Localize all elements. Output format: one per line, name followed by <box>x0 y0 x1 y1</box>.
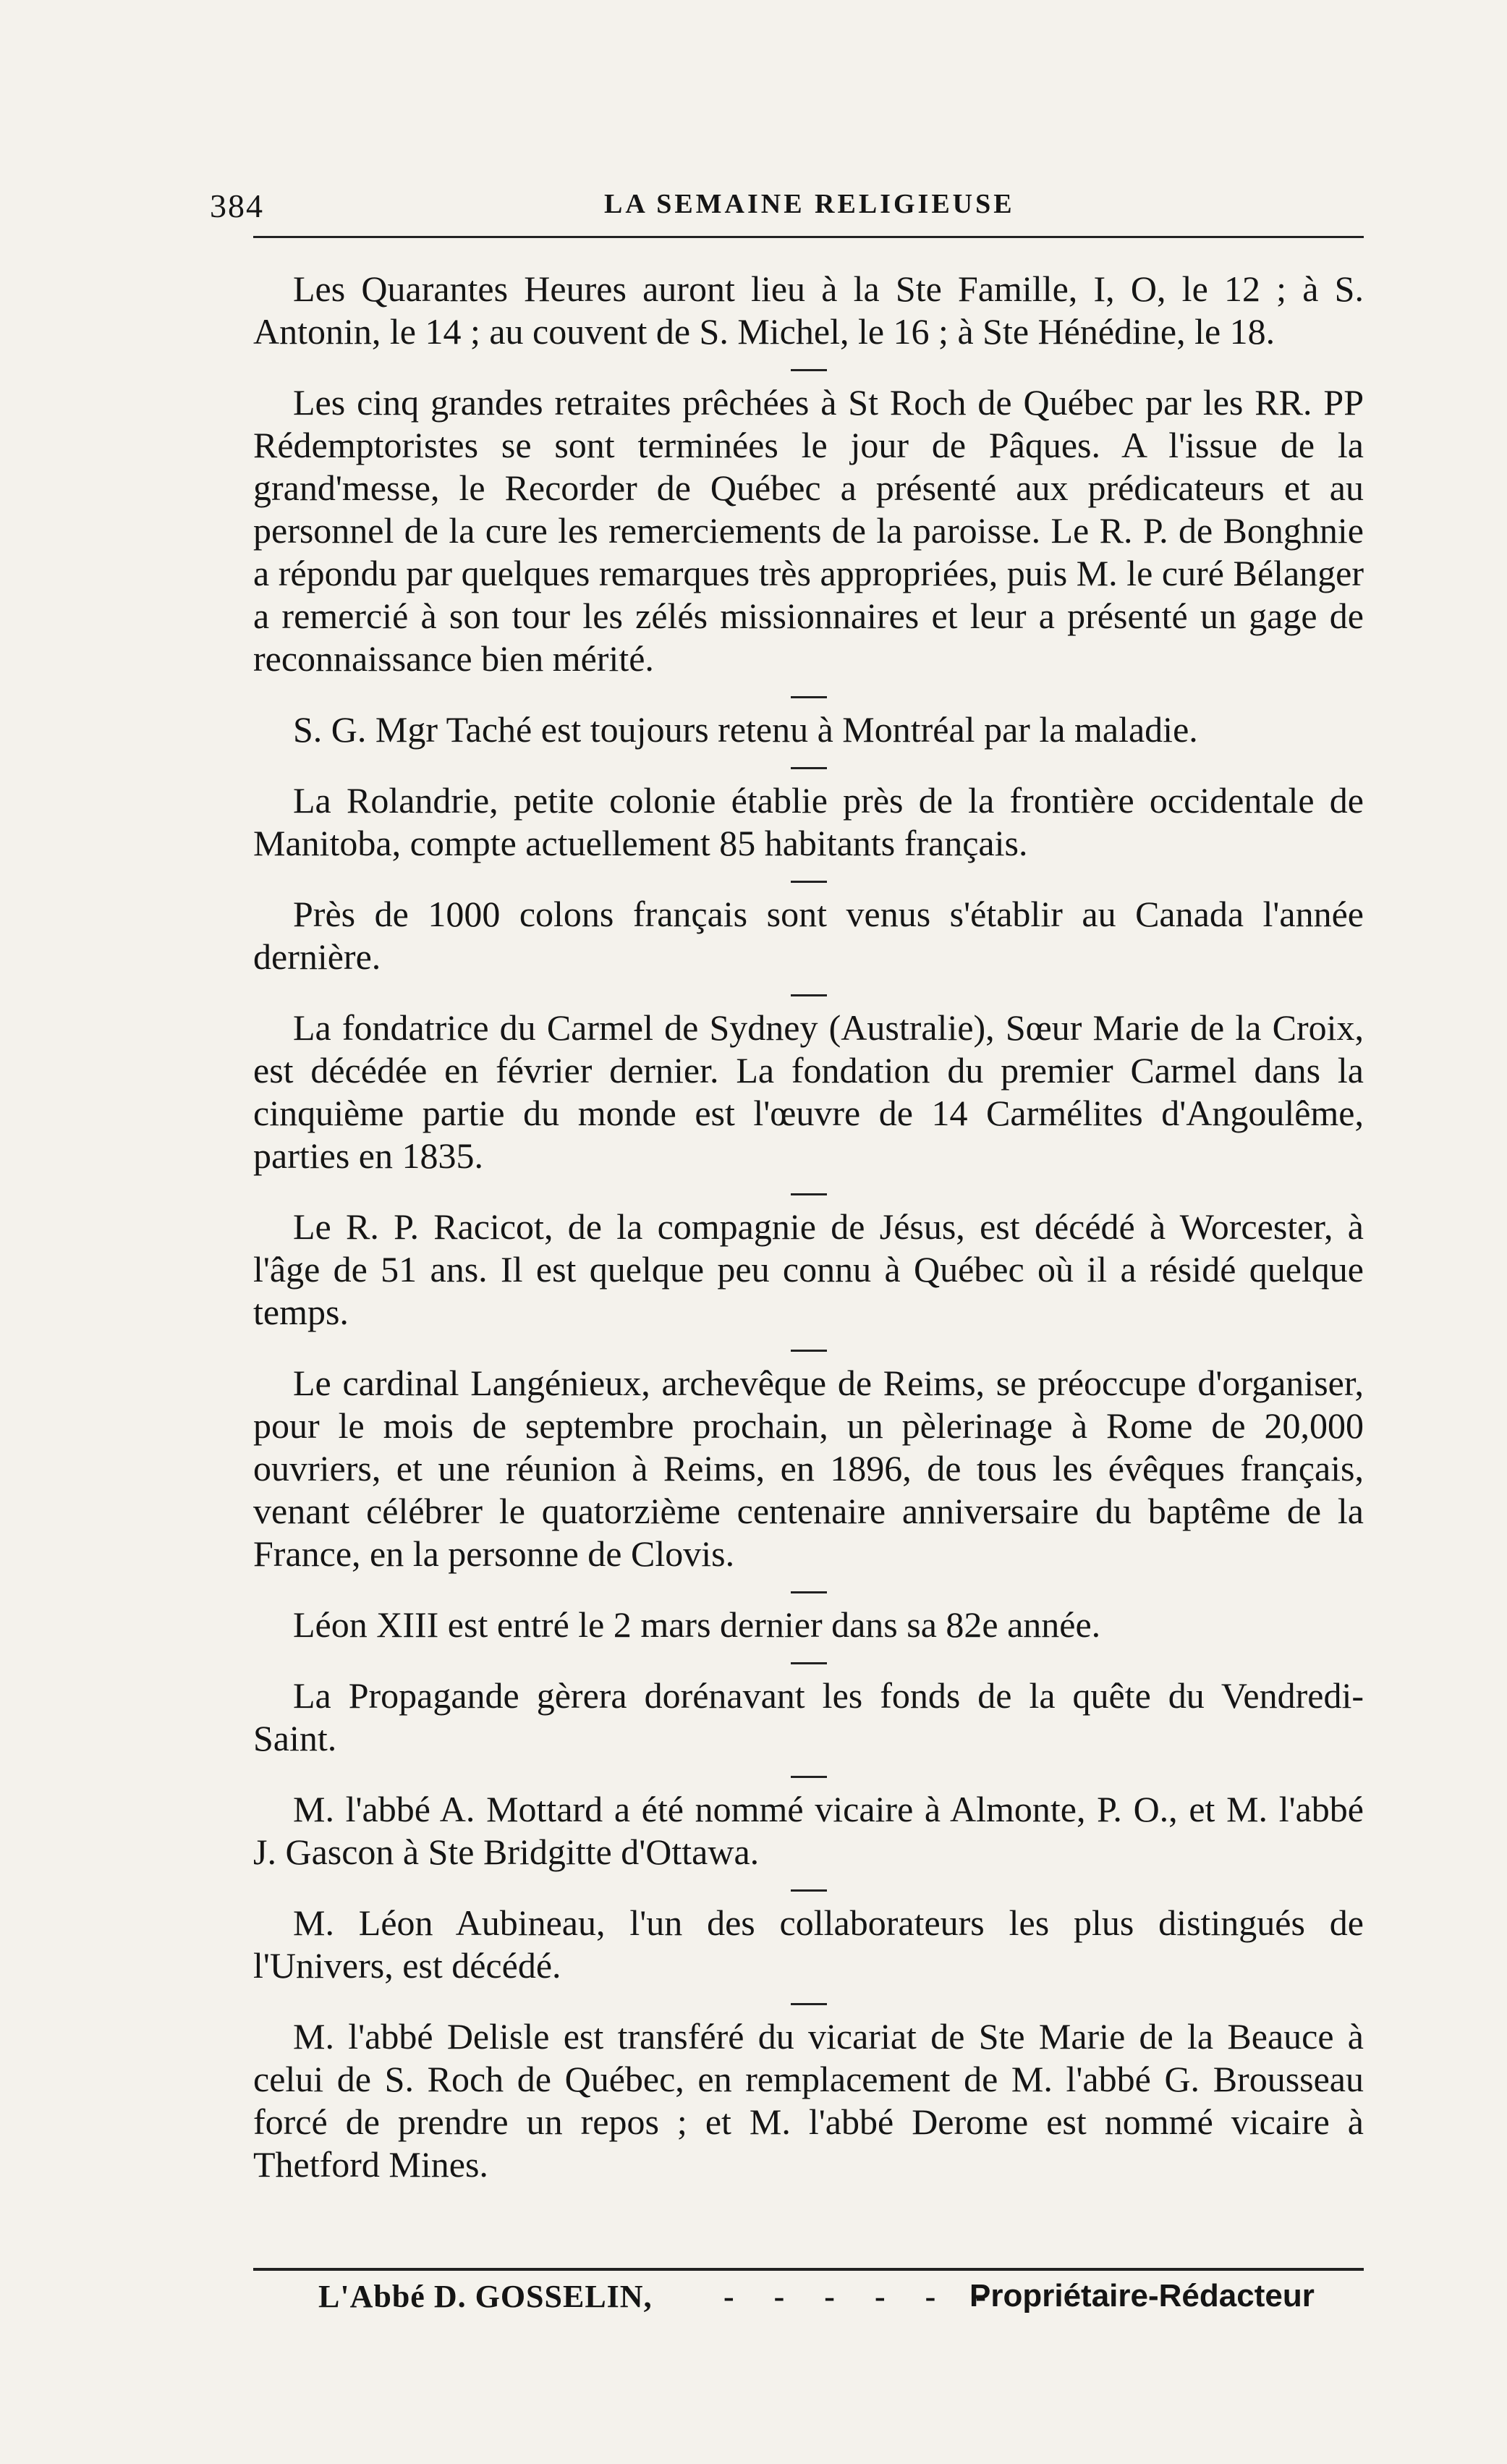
footer-rule <box>253 2268 1364 2271</box>
item-separator <box>791 1776 827 1778</box>
news-item: Les cinq grandes retraites prêchées à St Roch de Québec par les RR. PP Rédemptoristes se sont terminées le jour de Pâques. A l'issue de la grand'messe, le Recorder de Québec a présenté aux prédicateurs et au personnel de la cure les remerciements de la paroisse. Le R. P. de Bonghnie a répondu par quelques remarques très appropriées, puis M. le curé Bélanger a remercié à son tour les zélés missionnaires et leur a présenté un gage de reconnaissance bien mérité. <box>253 382 1364 679</box>
item-separator <box>791 1350 827 1352</box>
news-item: M. l'abbé A. Mottard a été nommé vicaire à Almonte, P. O., et M. l'abbé J. Gascon à Ste Bridgitte d'Ottawa. <box>253 1789 1364 1872</box>
item-separator <box>791 1193 827 1195</box>
news-item: Léon XIII est entré le 2 mars dernier dans sa 82e année. <box>293 1604 1101 1645</box>
news-item: M. l'abbé Delisle est transféré du vicariat de Ste Marie de la Beauce à celui de S. Roch de Québec, en remplacement de M. l'abbé G. Brousseau forcé de prendre un repos ; et M. l'abbé Derome est nommé vicaire à Thetford Mines. <box>253 2016 1364 2185</box>
item-separator <box>791 994 827 996</box>
page-footer <box>253 2278 1364 2329</box>
news-item: Le R. P. Racicot, de la compagnie de Jésus, est décédé à Worcester, à l'âge de 51 ans. Il est quelque peu connu à Québec où il a résidé quelque temps. <box>253 1206 1364 1332</box>
footer-leader: - - - - - - <box>723 2279 1002 2314</box>
news-column <box>253 268 1364 2186</box>
item-separator <box>791 1591 827 1593</box>
footer-author: L'Abbé D. GOSSELIN, <box>318 2279 653 2314</box>
page-number: 384 <box>210 187 264 224</box>
page-header <box>210 187 1367 230</box>
news-item: M. Léon Aubineau, l'un des collaborateurs les plus distingués de l'Univers, est décédé. <box>253 1902 1364 1986</box>
news-item: La Rolandrie, petite colonie établie près de la frontière occidentale de Manitoba, compte actuellement 85 habitants français. <box>253 780 1364 863</box>
running-head: LA SEMAINE RELIGIEUSE <box>604 189 1015 219</box>
item-separator <box>791 696 827 698</box>
item-separator <box>791 1889 827 1892</box>
news-item: Près de 1000 colons français sont venus s'établir au Canada l'année dernière. <box>253 894 1364 977</box>
item-separator <box>791 881 827 883</box>
news-item: La fondatrice du Carmel de Sydney (Australie), Sœur Marie de la Croix, est décédée en février dernier. La fondation du premier Carmel dans la cinquième partie du monde est l'œuvre de 14 Carmélites d'Angoulême, parties en 1835. <box>253 1007 1364 1176</box>
news-item: Le cardinal Langénieux, archevêque de Reims, se préoccupe d'organiser, pour le mois de septembre prochain, un pèlerinage à Rome de 20,000 ouvriers, et une réunion à Reims, en 1896, de tous les évêques français, venant célébrer le quatorzième centenaire anniversaire du baptême de la France, en la personne de Clovis. <box>253 1363 1364 1574</box>
item-separator <box>791 2003 827 2005</box>
item-separator <box>791 369 827 371</box>
news-item: La Propagande gèrera dorénavant les fonds de la quête du Vendredi-Saint. <box>253 1675 1364 1758</box>
item-separator <box>791 767 827 769</box>
header-rule <box>253 236 1364 238</box>
news-item: S. G. Mgr Taché est toujours retenu à Montréal par la maladie. <box>293 709 1198 750</box>
item-separator <box>791 1662 827 1664</box>
news-item: Les Quarantes Heures auront lieu à la Ste Famille, I, O, le 12 ; à S. Antonin, le 14 ; au couvent de S. Michel, le 16 ; à Ste Hénédine, le 18. <box>253 268 1364 352</box>
footer-role: Propriétaire-Rédacteur <box>969 2278 1315 2313</box>
